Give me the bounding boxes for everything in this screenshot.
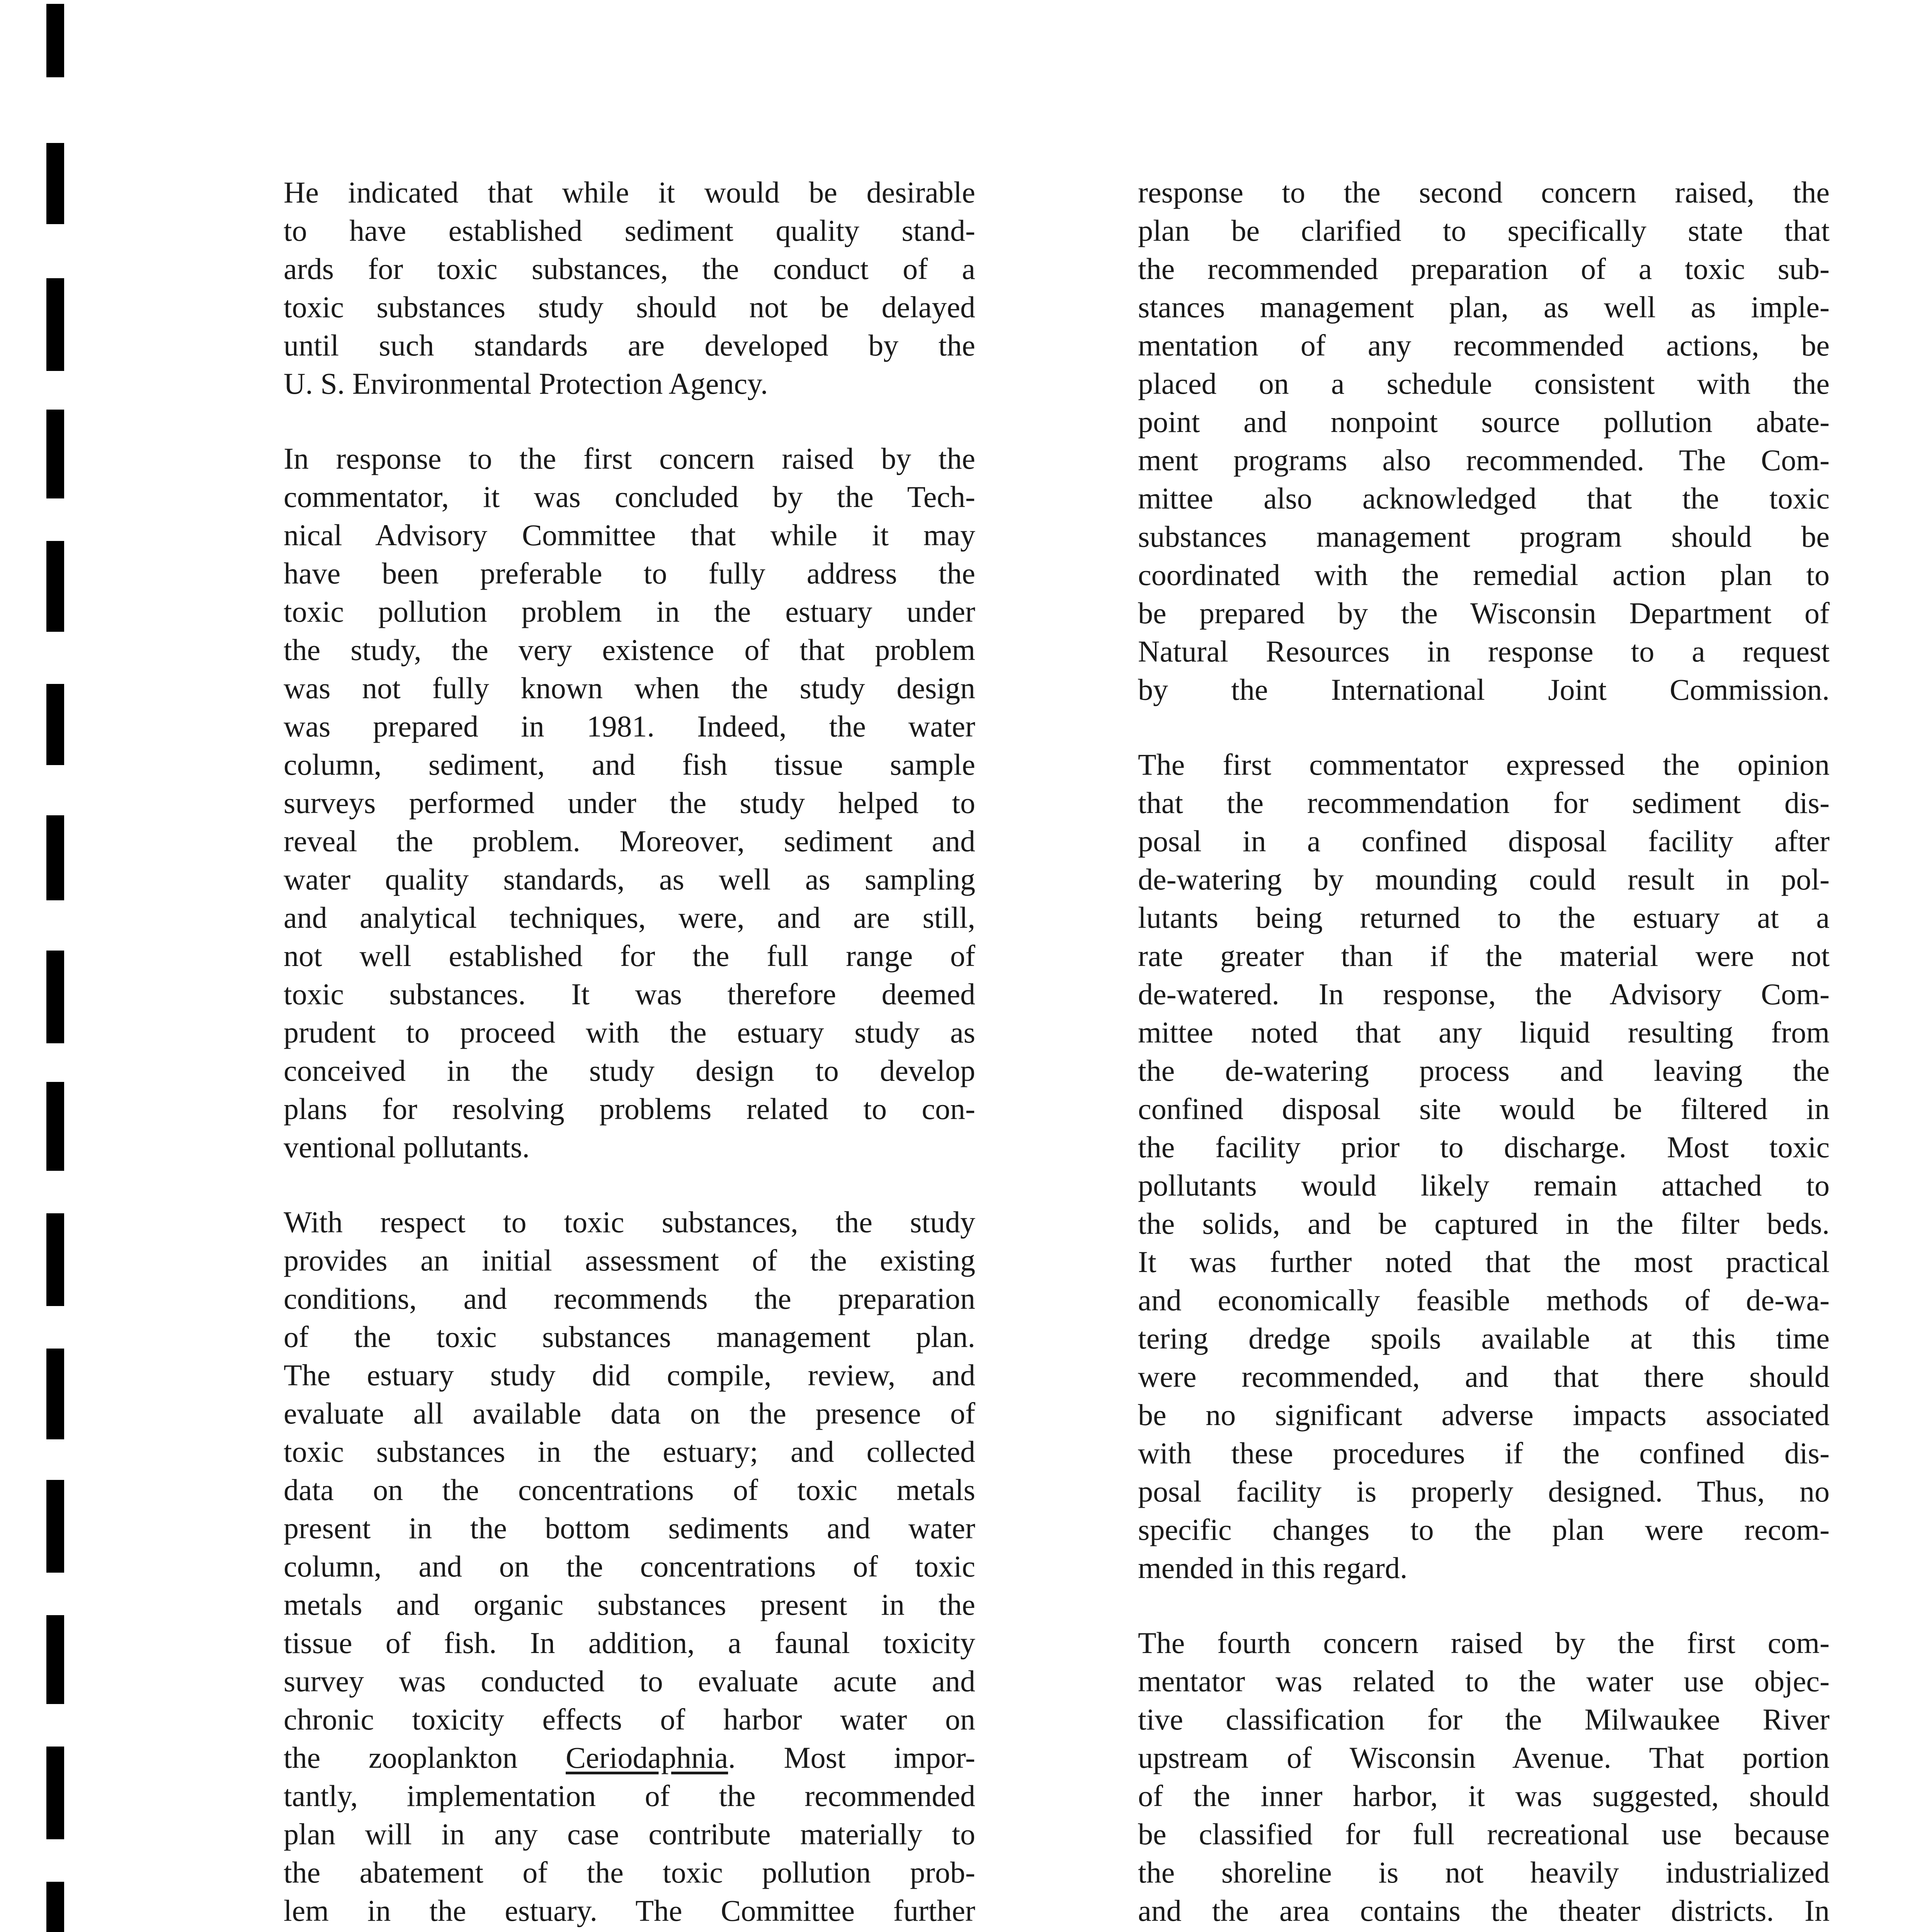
paragraph-line: mentator was related to the water use objec- (1138, 1664, 1830, 1698)
paragraph-line: and economically feasible methods of de-wa- (1138, 1283, 1830, 1317)
paragraph-line: be classified for full recreational use because (1138, 1817, 1830, 1851)
paragraph-line: the study, the very existence of that problem (284, 633, 975, 667)
paragraph-line: The first commentator expressed the opinion (1138, 748, 1830, 781)
paragraph-line: U. S. Environmental Protection Agency. (284, 367, 768, 400)
paragraph-line: pollutants would likely remain attached to (1138, 1168, 1830, 1202)
paragraph-line: provides an initial assessment of the existing (284, 1243, 975, 1277)
paragraph-line: In response to the first concern raised by the (284, 442, 975, 475)
paragraph-line: With respect to toxic substances, the study (284, 1205, 975, 1239)
paragraph-line: ment programs also recommended. The Com- (1138, 443, 1830, 477)
paragraph-line: the shoreline is not heavily industrialized (1138, 1855, 1830, 1889)
right-paragraph-3 (1138, 1624, 1830, 1932)
left-paragraph-3-part-1 (284, 1203, 975, 1738)
binding-mark (46, 541, 64, 632)
paragraph-line: column, and on the concentrations of toxic (284, 1549, 975, 1583)
left-column (284, 173, 975, 1932)
paragraph-line: posal facility is properly designed. Thus, no (1138, 1475, 1830, 1508)
paragraph-line: was prepared in 1981. Indeed, the water (284, 709, 975, 743)
left-paragraph-3 (284, 1203, 975, 1932)
paragraph-line: metals and organic substances present in the (284, 1588, 975, 1621)
paragraph-line: and the area contains the theater districts. In (1138, 1894, 1830, 1927)
paragraph-line: nical Advisory Committee that while it may (284, 518, 975, 552)
paragraph-line: toxic substances in the estuary; and collected (284, 1435, 975, 1468)
left-paragraph-3-part-2 (284, 1777, 975, 1932)
text-fragment: the zooplankton (284, 1741, 566, 1774)
paragraph-line: The fourth concern raised by the first com- (1138, 1626, 1830, 1660)
paragraph-line: toxic substances. It was therefore deemed (284, 977, 975, 1011)
right-paragraph-1 (1138, 173, 1830, 709)
paragraph-line (284, 1738, 975, 1777)
paragraph-line: was not fully known when the study design (284, 671, 975, 705)
paragraph-line: until such standards are developed by the (284, 328, 975, 362)
paragraph-line: were recommended, and that there should (1138, 1360, 1830, 1393)
paragraph-line: posal in a confined disposal facility after (1138, 824, 1830, 858)
paragraph-line: reveal the problem. Moreover, sediment and (284, 824, 975, 858)
right-paragraph-2 (1138, 745, 1830, 1587)
paragraph-line: be no significant adverse impacts associated (1138, 1398, 1830, 1432)
paragraph-line: lem in the estuary. The Committee further (284, 1894, 975, 1927)
species-name: Ceriodaphnia (566, 1741, 728, 1774)
paragraph-line (1138, 1930, 1830, 1932)
paragraph-line: survey was conducted to evaluate acute and (284, 1664, 975, 1698)
paragraph-line: conditions, and recommends the preparation (284, 1282, 975, 1315)
left-paragraph-1 (284, 173, 975, 403)
binding-mark (46, 1082, 64, 1171)
paragraph-line: toxic pollution problem in the estuary under (284, 595, 975, 628)
paragraph-line: de-watered. In response, the Advisory Com- (1138, 977, 1830, 1011)
paragraph-line: ventional pollutants. (284, 1130, 530, 1164)
paragraph-line: evaluate all available data on the presence of (284, 1396, 975, 1430)
paragraph-line: tissue of fish. In addition, a faunal toxicity (284, 1626, 975, 1660)
binding-mark (46, 143, 64, 224)
binding-mark (46, 684, 64, 765)
binding-mark (46, 410, 64, 498)
paragraph-line: ards for toxic substances, the conduct of a (284, 252, 975, 286)
paragraph-line: The estuary study did compile, review, and (284, 1358, 975, 1392)
binding-mark (46, 815, 64, 900)
paragraph-line: by the International Joint Commission. (1138, 673, 1830, 706)
binding-mark (46, 1747, 64, 1839)
paragraph-line: prudent to proceed with the estuary study as (284, 1015, 975, 1049)
paragraph-line: It was further noted that the most practical (1138, 1245, 1830, 1279)
paragraph-line: rate greater than if the material were not (1138, 939, 1830, 973)
paragraph-line: have been preferable to fully address the (284, 556, 975, 590)
paragraph-line: substances management program should be (1138, 520, 1830, 553)
paragraph-line: placed on a schedule consistent with the (1138, 367, 1830, 400)
paragraph-line: mittee noted that any liquid resulting from (1138, 1015, 1830, 1049)
paragraph-line: response to the second concern raised, the (1138, 175, 1830, 209)
paragraph-line: coordinated with the remedial action plan to (1138, 558, 1830, 592)
paragraph-line: tantly, implementation of the recommended (284, 1779, 975, 1813)
paragraph-line: with these procedures if the confined dis- (1138, 1436, 1830, 1470)
left-paragraph-2 (284, 439, 975, 1166)
paragraph-line: de-watering by mounding could result in pol- (1138, 862, 1830, 896)
paragraph-line: of the inner harbor, it was suggested, should (1138, 1779, 1830, 1813)
paragraph-line: confined disposal site would be filtered in (1138, 1092, 1830, 1126)
binding-mark (46, 1480, 64, 1573)
paragraph-line (284, 1930, 975, 1932)
paragraph-line: column, sediment, and fish tissue sample (284, 748, 975, 781)
paragraph-line: surveys performed under the study helped to (284, 786, 975, 820)
paragraph-line: of the toxic substances management plan. (284, 1320, 975, 1354)
paragraph-line: chronic toxicity effects of harbor water on (284, 1702, 975, 1736)
paragraph-line: not well established for the full range of (284, 939, 975, 973)
paragraph-line: He indicated that while it would be desirable (284, 175, 975, 209)
paragraph-line: mentation of any recommended actions, be (1138, 328, 1830, 362)
paragraph-line: mittee also acknowledged that the toxic (1138, 481, 1830, 515)
paragraph-line: plan will in any case contribute materially to (284, 1817, 975, 1851)
paragraph-line: the facility prior to discharge. Most toxic (1138, 1130, 1830, 1164)
paragraph-line: mended in this regard. (1138, 1551, 1408, 1585)
paragraph-line: present in the bottom sediments and water (284, 1511, 975, 1545)
paragraph-line: the abatement of the toxic pollution prob- (284, 1855, 975, 1889)
paragraph-line: to have established sediment quality stand- (284, 214, 975, 247)
paragraph-line: lutants being returned to the estuary at a (1138, 901, 1830, 934)
paragraph-line: Natural Resources in response to a request (1138, 634, 1830, 668)
paragraph-line: water quality standards, as well as sampling (284, 862, 975, 896)
binding-mark (46, 1213, 64, 1306)
paragraph-line: the recommended preparation of a toxic sub- (1138, 252, 1830, 286)
paragraph-line: toxic substances study should not be delayed (284, 290, 975, 324)
binding-mark (46, 951, 64, 1043)
paragraph-line: specific changes to the plan were recom- (1138, 1513, 1830, 1546)
paragraph-line: be prepared by the Wisconsin Department of (1138, 596, 1830, 630)
binding-mark (46, 278, 64, 371)
binding-mark (46, 1615, 64, 1704)
paragraph-line: upstream of Wisconsin Avenue. That portion (1138, 1741, 1830, 1774)
right-column (1138, 173, 1830, 1932)
paragraph-line: commentator, it was concluded by the Tech- (284, 480, 975, 514)
paragraph-line: conceived in the study design to develop (284, 1054, 975, 1087)
paragraph-line: point and nonpoint source pollution abate- (1138, 405, 1830, 439)
paragraph-line: stances management plan, as well as imple- (1138, 290, 1830, 324)
paragraph-line: the solids, and be captured in the filter beds. (1138, 1207, 1830, 1240)
paragraph-line: plan be clarified to specifically state that (1138, 214, 1830, 247)
binding-mark (46, 4, 64, 77)
paragraph-line: tive classification for the Milwaukee River (1138, 1702, 1830, 1736)
text-fragment: . Most impor- (728, 1741, 975, 1774)
paragraph-line: and analytical techniques, were, and are still, (284, 901, 975, 934)
binding-mark (46, 1882, 64, 1932)
paragraph-line: the de-watering process and leaving the (1138, 1054, 1830, 1087)
paragraph-line: data on the concentrations of toxic metals (284, 1473, 975, 1507)
binding-mark (46, 1349, 64, 1439)
paragraph-line: that the recommendation for sediment dis- (1138, 786, 1830, 820)
paragraph-line: plans for resolving problems related to con- (284, 1092, 975, 1126)
paragraph-line: tering dredge spoils available at this time (1138, 1321, 1830, 1355)
